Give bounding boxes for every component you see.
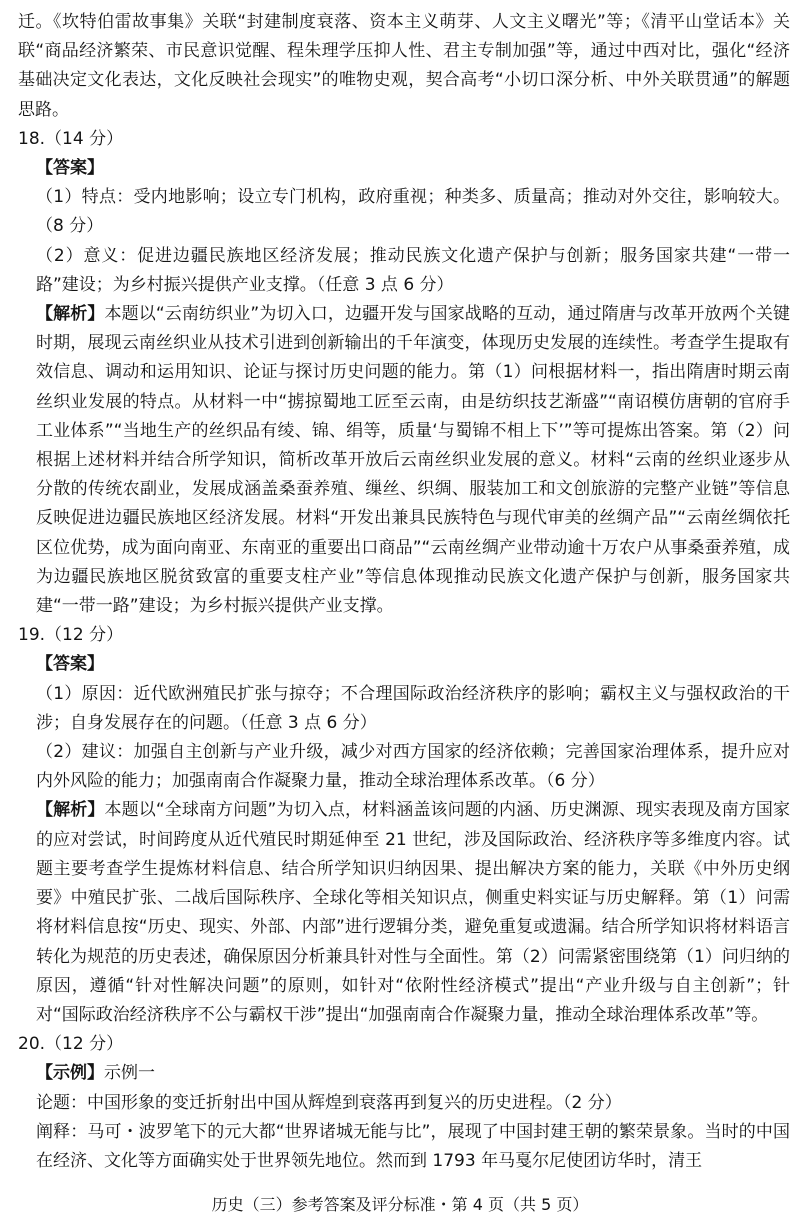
answer-label: 【答案】	[36, 158, 104, 179]
q19-analysis	[18, 796, 790, 1030]
analysis-label: 【解析】	[36, 304, 105, 325]
analysis-label: 【解析】	[36, 800, 105, 821]
answer-label: 【答案】	[36, 654, 104, 675]
q20-thesis: 论题：中国形象的变迁折射出中国从辉煌到衰落再到复兴的历史进程。（2 分）	[36, 1092, 622, 1113]
question-18-number: 18.（14 分）	[18, 128, 124, 149]
question-20-number: 20.（12 分）	[18, 1034, 124, 1055]
question-20-section	[18, 1030, 790, 1176]
q19-answer-1: （1）原因：近代欧洲殖民扩张与掠夺；不合理国际政治经济秩序的影响；霸权主义与强权政治的干涉；自身发展存在的问题。（任意 3 点 6 分）	[36, 683, 790, 733]
q19-answer-2: （2）建议：加强自主创新与产业升级，减少对西方国家的经济依赖；完善国家治理体系，提升应对内外风险的能力；加强南南合作凝聚力量，推动全球治理体系改革。（6 分）	[36, 742, 790, 792]
continued-analysis-paragraph: 迁。《坎特伯雷故事集》关联“封建制度衰落、资本主义萌芽、人文主义曙光”等；《清平山堂话本》关联“商品经济繁荣、市民意识觉醒、程朱理学压抑人性、君主专制加强”等，通过中西对比，强化“经济基础决定文化表达，文化反映社会现实”的唯物史观，契合高考“小切口深分析、中外关联贯通”的解题思路。	[18, 12, 790, 120]
q18-analysis-text: 本题以“云南纺织业”为切入口，边疆开发与国家战略的互动，通过隋唐与改革开放两个关键时期，展现云南丝织业从技术引进到创新输出的千年演变，体现历史发展的连续性。考查学生提取有效信息、调动和运用知识、论证与探讨历史问题的能力。第（1）问根据材料一，指出隋唐时期云南丝织业发展的特点。从材料一中“掳掠蜀地工匠至云南，由是纺织技艺渐盛”“南诏模仿唐朝的官府手工业体系”“当地生产的丝织品有绫、锦、绢等，质量‘与蜀锦不相上下’”等可提炼出答案。第（2）问根据上述材料并结合所学知识，简析改革开放后云南丝织业发展的意义。材料“云南的丝织业逐步从分散的传统农副业，发展成涵盖桑蚕养殖、缫丝、织绸、服装加工和文创旅游的完整产业链”等信息反映促进边疆民族地区经济发展。材料“开发出兼具民族特色与现代审美的丝绸产品”“云南丝绸依托区位优势，成为面向南亚、东南亚的重要出口商品”“云南丝绸产业带动逾十万农户从事桑蚕养殖，成为边疆民族地区脱贫致富的重要支柱产业”等信息体现推动民族文化遗产保护与创新，服务国家共建“一带一路”建设；为乡村振兴提供产业支撑。	[36, 304, 790, 617]
q18-analysis	[18, 300, 790, 621]
q18-answer-2: （2）意义：促进边疆民族地区经济发展；推动民族文化遗产保护与创新；服务国家共建“一带一路”建设；为乡村振兴提供产业支撑。（任意 3 点 6 分）	[36, 245, 790, 295]
page-footer: 历史（三）参考答案及评分标准・第 4 页（共 5 页）	[211, 1195, 589, 1214]
example-label: 【示例】	[36, 1063, 104, 1084]
q18-answer-1: （1）特点：受内地影响；设立专门机构，政府重视；种类多、质量高；推动对外交往，影响较大。（8 分）	[36, 187, 790, 237]
q19-analysis-text: 本题以“全球南方问题”为切入点，材料涵盖该问题的内涵、历史渊源、现实表现及南方国家的应对尝试，时间跨度从近代殖民时期延伸至 21 世纪，涉及国际政治、经济秩序等多维度内容。试题主要考查学生提炼材料信息、结合所学知识归纳因果、提出解决方案的能力，关联《中外历史纲要》中殖民扩张、二战后国际秩序、全球化等相关知识点，侧重史料实证与历史解释。第（1）问需将材料信息按“历史、现实、外部、内部”进行逻辑分类，避免重复或遗漏。结合所学知识将材料语言转化为规范的历史表述，确保原因分析兼具针对性与全面性。第（2）问需紧密围绕第（1）问归纳的原因，遵循“针对性解决问题”的原则，如针对“依附性经济模式”提出“产业升级与自主创新”；针对“国际政治经济秩序不公与霸权干涉”提出“加强南南合作凝聚力量，推动全球治理体系改革”等。	[36, 800, 790, 1025]
question-18-section	[18, 125, 790, 621]
question-19-section	[18, 621, 790, 1030]
q20-example-heading	[18, 1059, 790, 1088]
page-content	[18, 8, 790, 1176]
q20-explanation: 阐释：马可・波罗笔下的元大都“世界诸城无能与比”，展现了中国封建王朝的繁荣景象。当时的中国在经济、文化等方面确实处于世界领先地位。然而到 1793 年马戛尔尼使团访华时，清王	[36, 1121, 790, 1171]
example-title: 示例一	[104, 1063, 155, 1084]
question-19-number: 19.（12 分）	[18, 625, 124, 646]
